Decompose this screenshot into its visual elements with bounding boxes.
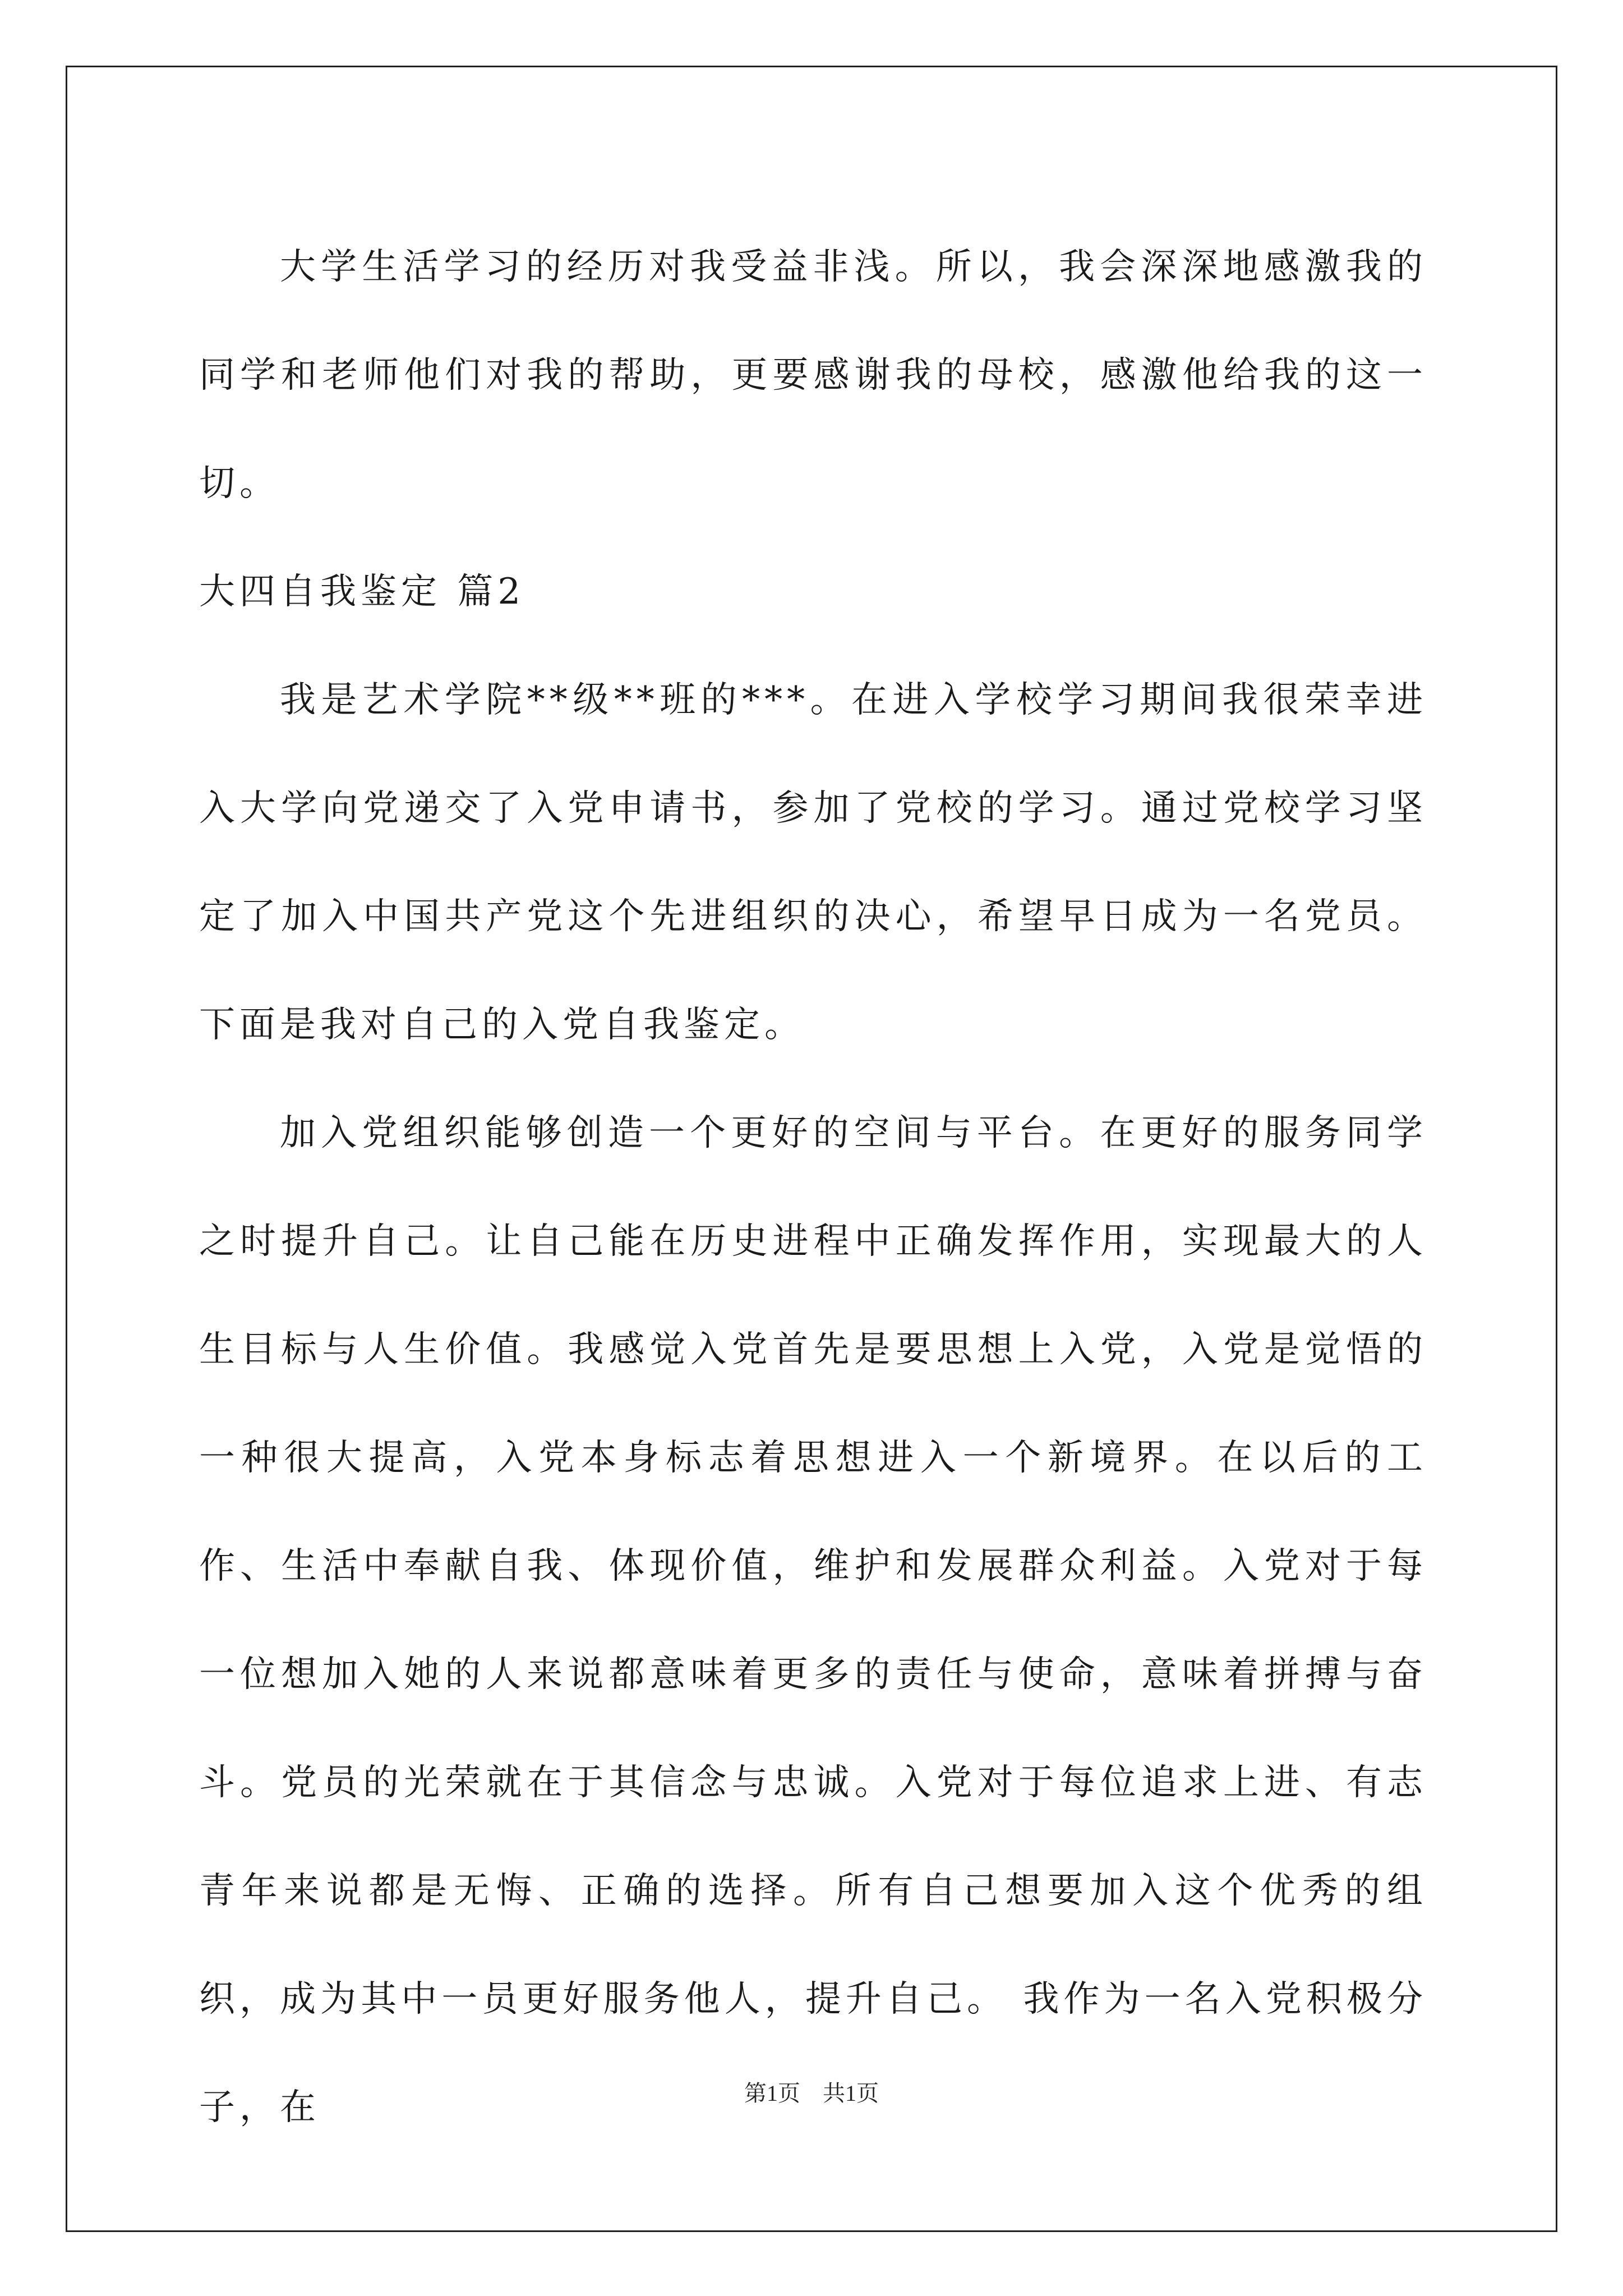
document-body xyxy=(199,213,1427,2162)
paragraph: 我是艺术学院**级**班的***。在进入学校学习期间我很荣幸进入大学向党递交了入党申请书，参加了党校的学习。通过党校学习坚定了加入中国共产党这个先进组织的决心，希望早日成为一名党员。下面是我对自己的入党自我鉴定。 xyxy=(199,679,1427,1046)
paragraph: 加入党组织能够创造一个更好的空间与平台。在更好的服务同学之时提升自己。让自己能在历史进程中正确发挥作用，实现最大的人生目标与人生价值。我感觉入党首先是要思想上入党，入党是觉悟的一种很大提高，入党本身标志着思想进入一个新境界。在以后的工作、生活中奉献自我、体现价值，维护和发展群众利益。入党对于每一位想加入她的人来说都意味着更多的责任与使命，意味着拼搏与奋斗。党员的光荣就在于其信念与忠诚。入党对于每位追求上进、有志青年来说都是无悔、正确的选择。所有自己想要加入这个优秀的组织，成为其中一员更好服务他人，提升自己。 我作为一名入党积极分子，在 xyxy=(199,1112,1427,2128)
paragraph: 大学生活学习的经历对我受益非浅。所以，我会深深地感激我的同学和老师他们对我的帮助，更要感谢我的母校，感激他给我的这一切。 xyxy=(199,246,1427,504)
page-footer: 第1页 共1页 xyxy=(744,2081,879,2106)
section-heading: 大四自我鉴定 篇2 xyxy=(199,571,525,613)
